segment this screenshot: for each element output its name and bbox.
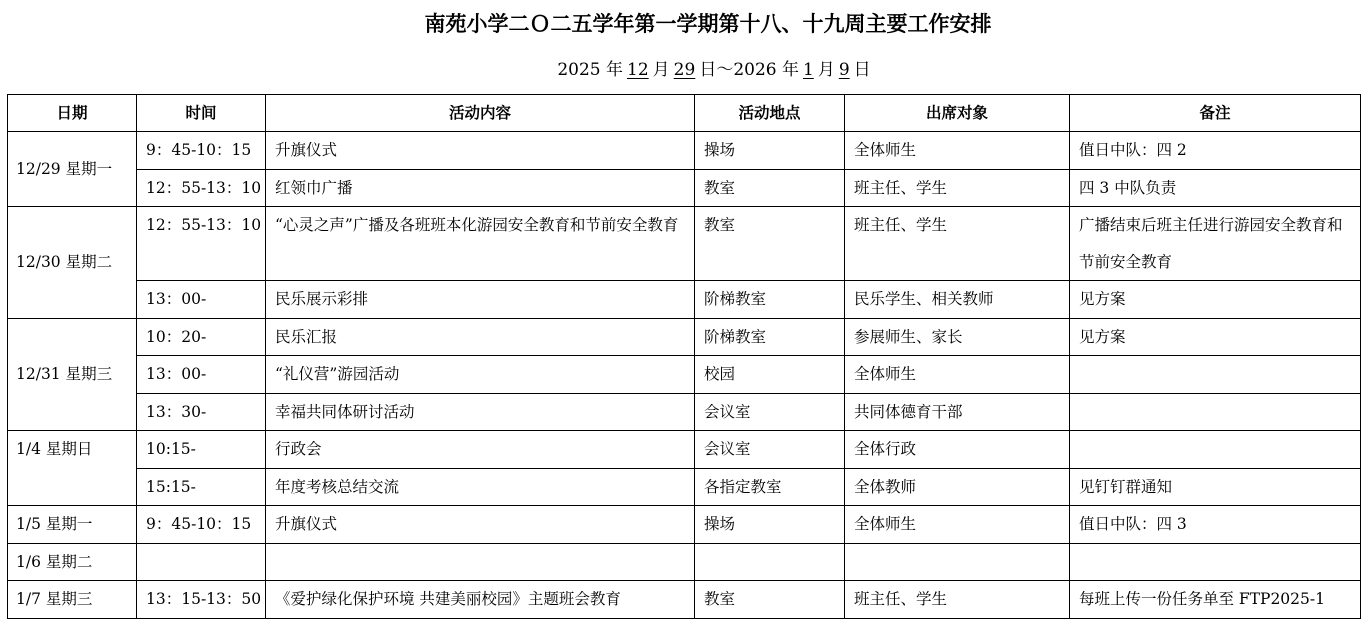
- date-cell: 12/29 星期一: [8, 132, 137, 207]
- end-day: 9: [838, 60, 850, 80]
- start-month: 12: [627, 60, 649, 80]
- table-row: [8, 281, 1361, 319]
- activity-cell: [266, 543, 695, 581]
- activity-cell: “礼仪营”游园活动: [266, 356, 695, 394]
- time-cell: 9：45-10：15: [137, 506, 266, 544]
- document-title: 南苑小学二Ｏ二五学年第一学期第十八、十九周主要工作安排: [424, 12, 992, 36]
- day-char-2: 日: [853, 60, 871, 80]
- attendees-cell: 全体师生: [845, 132, 1070, 170]
- table-row: [8, 543, 1361, 581]
- attendees-cell: 班主任、学生: [845, 581, 1070, 619]
- location-cell: 教室: [695, 207, 845, 281]
- notes-cell: 广播结束后班主任进行游园安全教育和节前安全教育: [1070, 207, 1361, 281]
- time-cell: 13：30-: [137, 393, 266, 431]
- time-cell: 10：20-: [137, 318, 266, 356]
- start-day: 29: [673, 60, 696, 80]
- activity-cell: 民乐汇报: [266, 318, 695, 356]
- date-cell: 1/7 星期三: [8, 581, 137, 619]
- location-cell: 会议室: [695, 431, 845, 469]
- activity-cell: 升旗仪式: [266, 506, 695, 544]
- table-row: [8, 581, 1361, 619]
- notes-cell: 四 3 中队负责: [1070, 169, 1361, 207]
- time-cell: 13：00-: [137, 281, 266, 319]
- table-row: [8, 132, 1361, 170]
- location-cell: 校园: [695, 356, 845, 394]
- location-cell: 会议室: [695, 393, 845, 431]
- activity-cell: 行政会: [266, 431, 695, 469]
- notes-cell: 值日中队：四 2: [1070, 132, 1361, 170]
- year-char-2: 年: [781, 60, 799, 80]
- header-location: 活动地点: [695, 95, 845, 132]
- schedule-table: [7, 94, 1361, 619]
- time-cell: [137, 543, 266, 581]
- header-activity: 活动内容: [266, 95, 695, 132]
- notes-cell: [1070, 393, 1361, 431]
- table-row: [8, 207, 1361, 281]
- table-row: [8, 468, 1361, 506]
- notes-cell: 每班上传一份任务单至 FTP2025-1: [1070, 581, 1361, 619]
- day-char: 日: [699, 60, 717, 80]
- attendees-cell: 民乐学生、相关教师: [845, 281, 1070, 319]
- table-row: [8, 318, 1361, 356]
- location-cell: 阶梯教室: [695, 281, 845, 319]
- activity-cell: 年度考核总结交流: [266, 468, 695, 506]
- end-month: 1: [802, 60, 814, 80]
- notes-cell: 见方案: [1070, 281, 1361, 319]
- header-row: [8, 95, 1361, 132]
- time-cell: 9：45-10：15: [137, 132, 266, 170]
- header-time: 时间: [137, 95, 266, 132]
- activity-cell: 民乐展示彩排: [266, 281, 695, 319]
- attendees-cell: [845, 543, 1070, 581]
- location-cell: 操场: [695, 506, 845, 544]
- attendees-cell: 参展师生、家长: [845, 318, 1070, 356]
- activity-cell: 升旗仪式: [266, 132, 695, 170]
- time-cell: 12：55-13：10: [137, 169, 266, 207]
- date-cell: 1/6 星期二: [8, 543, 137, 581]
- date-range: [0, 58, 1366, 82]
- range-tilde: ～: [716, 60, 734, 80]
- header-notes: 备注: [1070, 95, 1361, 132]
- notes-cell: 见钉钉群通知: [1070, 468, 1361, 506]
- attendees-cell: 班主任、学生: [845, 207, 1070, 281]
- year-char: 年: [606, 60, 624, 80]
- attendees-cell: 全体行政: [845, 431, 1070, 469]
- activity-cell: 幸福共同体研讨活动: [266, 393, 695, 431]
- table-row: [8, 356, 1361, 394]
- month-char-2: 月: [817, 60, 835, 80]
- date-cell: 12/30 星期二: [8, 207, 137, 319]
- attendees-cell: 班主任、学生: [845, 169, 1070, 207]
- location-cell: 操场: [695, 132, 845, 170]
- time-cell: 13：15-13：50: [137, 581, 266, 619]
- header-attendees: 出席对象: [845, 95, 1070, 132]
- time-cell: 13：00-: [137, 356, 266, 394]
- end-year: 2026: [733, 60, 777, 80]
- notes-cell: 见方案: [1070, 318, 1361, 356]
- location-cell: 各指定教室: [695, 468, 845, 506]
- date-cell: 1/4 星期日: [8, 431, 137, 506]
- month-char: 月: [652, 60, 670, 80]
- attendees-cell: 共同体德育干部: [845, 393, 1070, 431]
- location-cell: [695, 543, 845, 581]
- start-year: 2025: [557, 60, 601, 80]
- table-row: [8, 393, 1361, 431]
- time-cell: 12：55-13：10: [137, 207, 266, 281]
- attendees-cell: 全体师生: [845, 356, 1070, 394]
- activity-cell: “心灵之声”广播及各班班本化游园安全教育和节前安全教育: [266, 207, 695, 281]
- date-cell: 1/5 星期一: [8, 506, 137, 544]
- attendees-cell: 全体师生: [845, 506, 1070, 544]
- notes-cell: 值日中队：四 3: [1070, 506, 1361, 544]
- notes-cell: [1070, 431, 1361, 469]
- notes-cell: [1070, 543, 1361, 581]
- location-cell: 教室: [695, 169, 845, 207]
- table-row: [8, 169, 1361, 207]
- activity-cell: 《爱护绿化保护环境 共建美丽校园》主题班会教育: [266, 581, 695, 619]
- date-cell: 12/31 星期三: [8, 318, 137, 431]
- activity-cell: 红领巾广播: [266, 169, 695, 207]
- notes-cell: [1070, 356, 1361, 394]
- location-cell: 阶梯教室: [695, 318, 845, 356]
- header-date: 日期: [8, 95, 137, 132]
- time-cell: 10:15-: [137, 431, 266, 469]
- table-row: [8, 506, 1361, 544]
- table-row: [8, 431, 1361, 469]
- attendees-cell: 全体教师: [845, 468, 1070, 506]
- time-cell: 15:15-: [137, 468, 266, 506]
- location-cell: 教室: [695, 581, 845, 619]
